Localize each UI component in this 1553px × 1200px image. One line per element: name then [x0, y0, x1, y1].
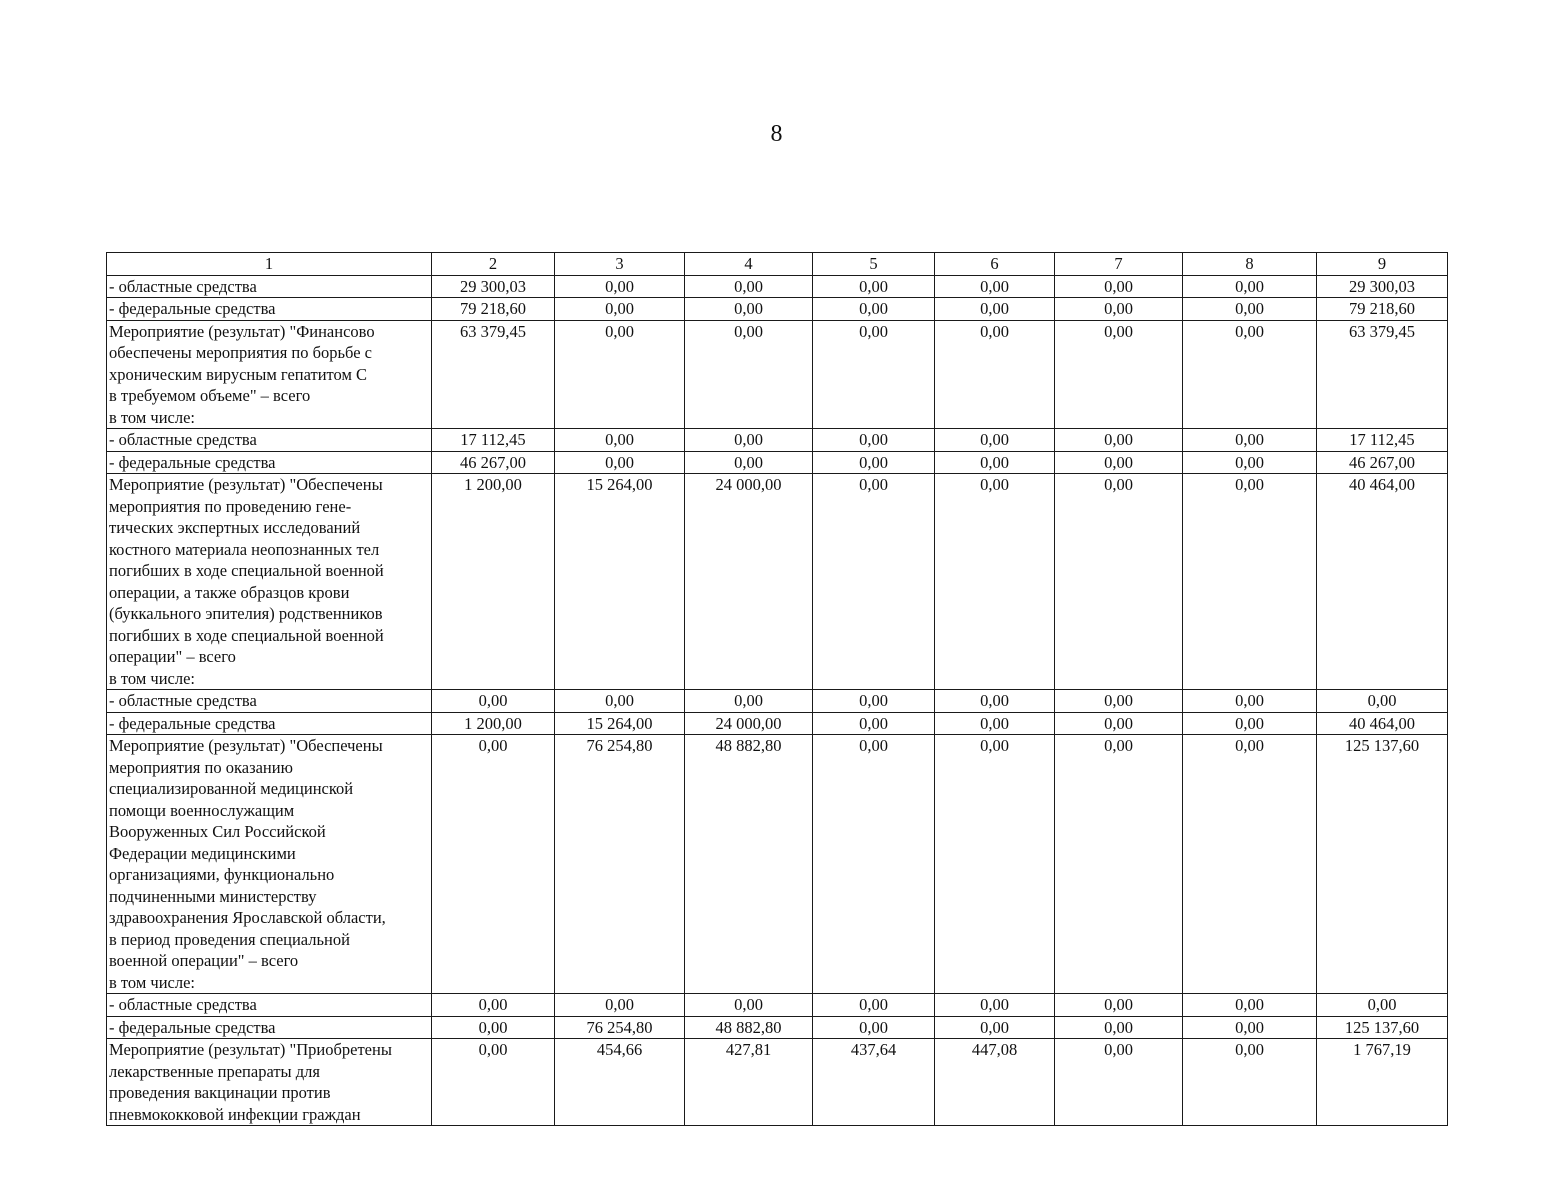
row-value: 0,00	[1183, 320, 1317, 429]
row-value: 17 112,45	[1317, 429, 1448, 452]
row-value: 40 464,00	[1317, 712, 1448, 735]
row-label: - федеральные средства	[107, 1016, 432, 1039]
row-value: 15 264,00	[555, 474, 685, 690]
row-label: - областные средства	[107, 994, 432, 1017]
table-row	[107, 735, 1448, 994]
row-value: 63 379,45	[432, 320, 555, 429]
row-label: - областные средства	[107, 690, 432, 713]
table-row	[107, 429, 1448, 452]
row-value: 0,00	[813, 298, 935, 321]
row-value: 0,00	[555, 320, 685, 429]
row-value: 0,00	[935, 429, 1055, 452]
row-value: 0,00	[1183, 275, 1317, 298]
column-number: 9	[1317, 253, 1448, 276]
row-value: 79 218,60	[1317, 298, 1448, 321]
row-value: 0,00	[1183, 298, 1317, 321]
row-value: 0,00	[1317, 690, 1448, 713]
column-number: 1	[107, 253, 432, 276]
row-value: 0,00	[1055, 451, 1183, 474]
column-number: 4	[685, 253, 813, 276]
table-row	[107, 320, 1448, 429]
row-label: - областные средства	[107, 429, 432, 452]
row-value: 0,00	[685, 298, 813, 321]
row-value: 0,00	[935, 275, 1055, 298]
column-number: 7	[1055, 253, 1183, 276]
row-value: 0,00	[935, 994, 1055, 1017]
row-value: 29 300,03	[1317, 275, 1448, 298]
row-value: 0,00	[555, 298, 685, 321]
row-value: 0,00	[1055, 298, 1183, 321]
row-value: 0,00	[1055, 474, 1183, 690]
row-label: - федеральные средства	[107, 451, 432, 474]
row-value: 0,00	[685, 690, 813, 713]
row-value: 0,00	[685, 451, 813, 474]
row-label: Мероприятие (результат) "Финансово обеспечены мероприятия по борьбе с хроническим вирусным гепатитом С в требуемом объеме" – всего в том числе:	[107, 320, 432, 429]
row-value: 0,00	[1317, 994, 1448, 1017]
row-value: 63 379,45	[1317, 320, 1448, 429]
row-value: 0,00	[1055, 320, 1183, 429]
row-label: Мероприятие (результат) "Обеспечены мероприятия по оказанию специализированной медицинской помощи военнослужащим Вооруженных Сил Российской Федерации медицинскими организациями, функционально подчиненными министерству здравоохранения Ярославской области, в период проведения специальной военной операции" – всего в том числе:	[107, 735, 432, 994]
row-value: 15 264,00	[555, 712, 685, 735]
row-value: 1 200,00	[432, 474, 555, 690]
column-number: 6	[935, 253, 1055, 276]
row-value: 76 254,80	[555, 735, 685, 994]
row-label: Мероприятие (результат) "Приобретены лекарственные препараты для проведения вакцинации против пневмококковой инфекции граждан	[107, 1039, 432, 1126]
row-value: 0,00	[935, 690, 1055, 713]
row-value: 0,00	[1055, 690, 1183, 713]
row-value: 447,08	[935, 1039, 1055, 1126]
row-value: 48 882,80	[685, 735, 813, 994]
row-label: - федеральные средства	[107, 298, 432, 321]
row-value: 0,00	[935, 320, 1055, 429]
table-row	[107, 1016, 1448, 1039]
row-value: 0,00	[813, 712, 935, 735]
row-value: 0,00	[1055, 1039, 1183, 1126]
row-value: 125 137,60	[1317, 735, 1448, 994]
row-value: 125 137,60	[1317, 1016, 1448, 1039]
row-value: 454,66	[555, 1039, 685, 1126]
row-value: 0,00	[813, 429, 935, 452]
row-value: 0,00	[813, 320, 935, 429]
row-value: 0,00	[1055, 994, 1183, 1017]
row-value: 437,64	[813, 1039, 935, 1126]
table-row	[107, 275, 1448, 298]
row-value: 0,00	[685, 994, 813, 1017]
row-value: 0,00	[432, 735, 555, 994]
page-number: 8	[770, 121, 783, 147]
row-value: 0,00	[432, 1016, 555, 1039]
row-value: 0,00	[935, 735, 1055, 994]
row-value: 0,00	[813, 1016, 935, 1039]
row-value: 48 882,80	[685, 1016, 813, 1039]
row-value: 0,00	[1183, 1016, 1317, 1039]
row-value: 0,00	[685, 429, 813, 452]
row-value: 0,00	[1055, 429, 1183, 452]
row-value: 0,00	[813, 690, 935, 713]
row-value: 0,00	[813, 474, 935, 690]
row-value: 0,00	[555, 275, 685, 298]
row-value: 0,00	[1183, 429, 1317, 452]
row-value: 0,00	[1183, 690, 1317, 713]
row-value: 0,00	[1183, 474, 1317, 690]
table-body	[107, 253, 1448, 1126]
table-row	[107, 1039, 1448, 1126]
row-value: 1 200,00	[432, 712, 555, 735]
column-number: 3	[555, 253, 685, 276]
budget-table	[106, 252, 1448, 1126]
table-row	[107, 474, 1448, 690]
row-value: 0,00	[685, 275, 813, 298]
table-row	[107, 994, 1448, 1017]
row-label: - областные средства	[107, 275, 432, 298]
row-value: 0,00	[1055, 735, 1183, 994]
row-value: 1 767,19	[1317, 1039, 1448, 1126]
row-value: 0,00	[1055, 712, 1183, 735]
row-value: 0,00	[813, 994, 935, 1017]
table-row	[107, 690, 1448, 713]
row-value: 427,81	[685, 1039, 813, 1126]
row-value: 0,00	[555, 429, 685, 452]
row-value: 0,00	[1055, 275, 1183, 298]
column-number: 8	[1183, 253, 1317, 276]
table-row	[107, 451, 1448, 474]
row-value: 79 218,60	[432, 298, 555, 321]
row-value: 0,00	[1183, 1039, 1317, 1126]
row-value: 46 267,00	[432, 451, 555, 474]
table-header-row	[107, 253, 1448, 276]
row-value: 0,00	[1183, 712, 1317, 735]
row-value: 76 254,80	[555, 1016, 685, 1039]
row-value: 0,00	[555, 690, 685, 713]
row-value: 0,00	[813, 735, 935, 994]
row-value: 0,00	[1183, 735, 1317, 994]
row-value: 29 300,03	[432, 275, 555, 298]
row-value: 40 464,00	[1317, 474, 1448, 690]
row-value: 0,00	[432, 994, 555, 1017]
row-value: 0,00	[685, 320, 813, 429]
row-value: 0,00	[935, 1016, 1055, 1039]
row-value: 0,00	[555, 994, 685, 1017]
table-row	[107, 712, 1448, 735]
row-value: 24 000,00	[685, 712, 813, 735]
row-value: 0,00	[935, 451, 1055, 474]
row-label: - федеральные средства	[107, 712, 432, 735]
row-value: 0,00	[813, 275, 935, 298]
row-value: 0,00	[555, 451, 685, 474]
row-value: 0,00	[432, 1039, 555, 1126]
row-label: Мероприятие (результат) "Обеспечены мероприятия по проведению гене- тических экспертных исследований костного материала неопознанных тел погибших в ходе специальной военной операции, а также образцов крови (буккального эпителия) родственников погибших в ходе специальной военной операции" – всего в том числе:	[107, 474, 432, 690]
row-value: 17 112,45	[432, 429, 555, 452]
row-value: 0,00	[935, 474, 1055, 690]
row-value: 0,00	[432, 690, 555, 713]
row-value: 0,00	[1183, 451, 1317, 474]
column-number: 5	[813, 253, 935, 276]
row-value: 0,00	[1183, 994, 1317, 1017]
row-value: 0,00	[935, 712, 1055, 735]
row-value: 0,00	[935, 298, 1055, 321]
column-number: 2	[432, 253, 555, 276]
row-value: 46 267,00	[1317, 451, 1448, 474]
row-value: 0,00	[1055, 1016, 1183, 1039]
table-row	[107, 298, 1448, 321]
row-value: 0,00	[813, 451, 935, 474]
row-value: 24 000,00	[685, 474, 813, 690]
